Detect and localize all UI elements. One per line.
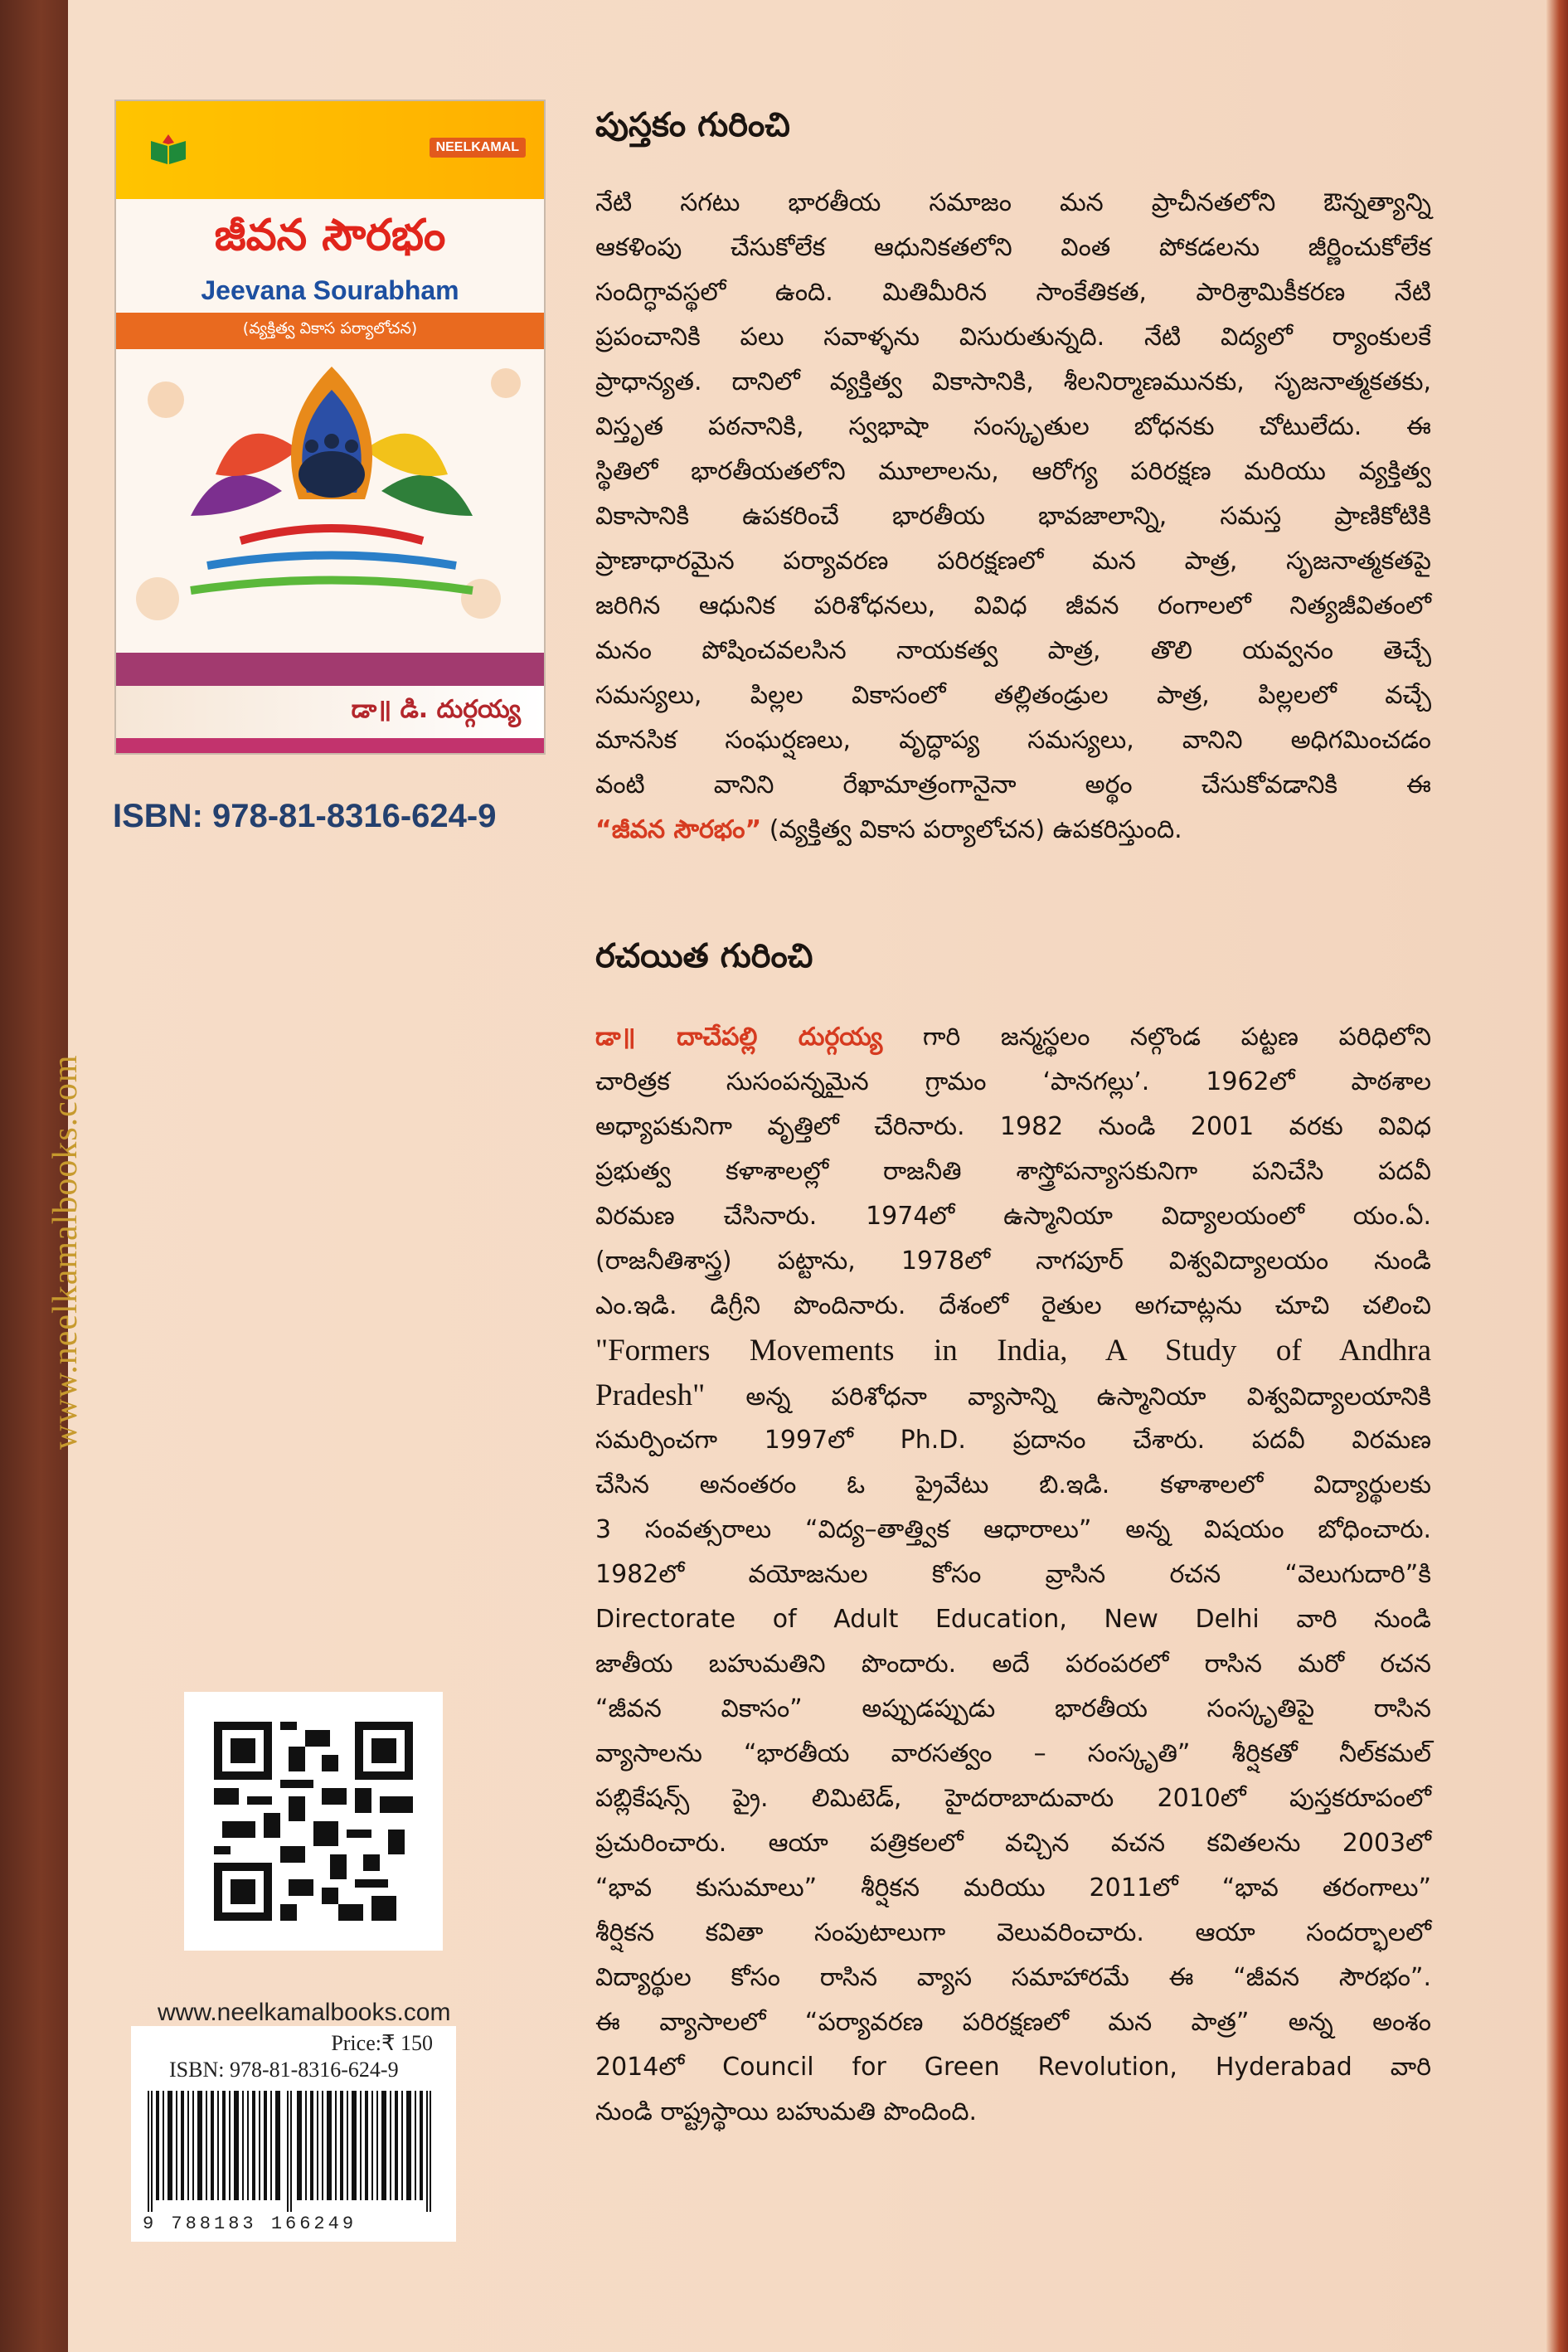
paragraph-line-english: "Formers Movements in India, A Study of Andhra [595,1334,1431,1368]
paragraph-line-rest: (వ్యక్తిత్వ వికాస పర్యాలోచన) ఉపకరిస్తుంది. [761,815,1182,844]
cover-title-english: Jeevana Sourabham [201,275,459,305]
paragraph-line: “భావ కుసుమాలు” శీర్షికన మరియు 2011లో “భావ తరంగాలు” [595,1873,1431,1902]
paragraph-line: జరిగిన ఆధునిక పరిశోధనలు, వివిధ జీవన రంగాలలో నిత్యజీవితంలో [595,591,1431,620]
paragraph-line: 1982లో వయోజనుల కోసం వ్రాసిన రచన “వెలుగుదారి”కి [595,1560,1431,1589]
paragraph-line: ప్రాణాధారమైన పర్యావరణ పరిరక్షణలో మన పాత్ర, సృజనాత్మకతపై [595,547,1431,576]
book-spine [0,0,85,2352]
cover-title-telugu: జీవన సౌరభం [214,211,446,260]
paragraph-line: మానసిక సంఘర్షణలు, వృద్ధాప్య సమస్యలు, వానిని అధిగమించడం [595,726,1431,755]
barcode-sticker [131,2026,456,2242]
cover-bottom-strip [116,738,544,753]
qr-code [184,1692,443,1951]
barcode-icon [148,2091,439,2212]
cover-author: డా॥ డి. దుర్గయ్య [351,695,521,724]
paragraph-line: ప్రభుత్వ కళాశాలల్లో రాజనీతి శాస్త్రోపన్యాసకునిగా పనిచేసి పదవీ [595,1157,1431,1186]
paragraph-line: ఆకళింపు చేసుకోలేక ఆధునికతలోని వింత పోకడలను జీర్ణించుకోలేక [595,233,1431,262]
english-fragment: Pradesh" [595,1378,706,1412]
cover-publisher-label: NEELKAMAL [430,138,526,158]
paragraph-line: Directorate of Adult Education, New Delhi వారి నుండి [595,1605,1431,1634]
book-title-highlight: “జీవన సౌరభం” [595,815,762,844]
paragraph-line: నేటి సగటు భారతీయ సమాజం మన ప్రాచీనతలోని ఔన్నత్యాన్ని [595,188,1431,217]
paragraph-line: ప్రపంచానికి పలు సవాళ్ళను విసురుతున్నది. నేటి విద్యలో ర్యాంకులకే [595,323,1431,352]
cover-color-band [116,653,544,686]
paragraph-line: సమర్పించగా 1997లో Ph.D. ప్రదానం చేశారు. పదవీ విరమణ [595,1426,1431,1455]
author-name-highlight: డా॥ దాచేపల్లి దుర్గయ్య [595,1023,883,1052]
cover-thumbnail [114,100,546,755]
paragraph-line: సమస్యలు, పిల్లల వికాసంలో తల్లితండ్రుల పాత్ర, పిల్లలలో వచ్చే [595,681,1431,710]
paragraph-line: జాతీయ బహుమతిని పొందారు. అదే పరంపరలో రాసిన మరో రచన [595,1650,1431,1679]
paragraph-line-rest: గారి జన్మస్థలం నల్గొండ పట్టణ పరిధిలోని [882,1023,1432,1052]
about-author-section [595,937,1431,984]
price-label: Price:₹ 150 [331,2031,433,2055]
paragraph-line: అధ్యాపకునిగా వృత్తిలో చేరినారు. 1982 నుండి 2001 వరకు వివిధ [595,1112,1431,1141]
paragraph-line: నుండి రాష్ట్రస్థాయి బహుమతి పొందింది. [595,2097,978,2126]
paragraph-line: ఎం.ఇడి. డిగ్రీని పొందినారు. దేశంలో రైతుల అగచాట్లను చూచి చలించి [595,1291,1431,1320]
paragraph-first-line [595,1015,1431,1060]
paragraph-line: (రాజనీతిశాస్త్ర) పట్టాను, 1978లో నాగపూర్ విశ్వవిద్యాలయం నుండి [595,1246,1431,1276]
paragraph-line [595,1373,1431,1420]
spine-website: www.neelkamalbooks.com [46,1054,85,1450]
paragraph-line: 3 సంవత్సరాలు “విద్య–తాత్త్విక ఆధారాలు” అన్న విషయం బోధించారు. [595,1515,1431,1544]
paragraph-line: విస్తృత పఠనానికి, స్వభాషా సంస్కృతుల బోధనకు చోటులేదు. ఈ [595,412,1431,441]
paragraph-line: వ్యాసాలను “భారతీయ వారసత్వం – సంస్కృతి” శీర్షికతో నీల్‌కమల్ [595,1739,1431,1768]
paragraph-line: వికాసానికి ఉపకరించే భారతీయ భావజాలాన్ని, సమస్త ప్రాణికోటికి [595,502,1431,531]
isbn-label: ISBN: 978-81-8316-624-9 [113,798,497,834]
paragraph-line: 2014లో Council for Green Revolution, Hyderabad వారి [595,2053,1431,2082]
paragraph-line: శీర్షికన కవితా సంపుటాలుగా వెలువరించారు. ఆయా సందర్భాలలో [595,1918,1431,1947]
about-book-heading: పుస్తకం గురించి [595,106,790,144]
paragraph-last-line [595,808,1431,853]
qr-code-icon [214,1722,413,1921]
publisher-logo-icon [149,133,187,166]
barcode-website: www.neelkamalbooks.com [158,1999,451,2026]
cover-edge [1546,0,1568,2352]
paragraph-line: చారిత్రక సుసంపన్నమైన గ్రామం ‘పానగల్లు’. 1962లో పాఠశాల [595,1067,1431,1096]
paragraph-line: స్థితిలో భారతీయతలోని మూలాలను, ఆరోగ్య పరిరక్షణ మరియు వ్యక్తిత్వ [595,457,1431,486]
paragraph-line: ప్రాధాన్యత. దానిలో వ్యక్తిత్వ వికాసానికి, శీలనిర్మాణమునకు, సృజనాత్మకతకు, [595,367,1431,396]
paragraph-line-rest: అన్న పరిశోధనా వ్యాసాన్ని ఉస్మానియా విశ్వవిద్యాలయానికి [705,1383,1431,1412]
paragraph-line: పబ్లికేషన్స్ ప్రై. లిమిటెడ్, హైదరాబాదువారు 2010లో పుస్తకరూపంలో [595,1784,1431,1813]
about-author-heading: రచయిత గురించి [595,937,813,975]
paragraph-line: “జీవన వికాసం” అప్పుడప్పుడు భారతీయ సంస్కృతిపై రాసిన [595,1694,1431,1723]
paragraph-line: మనం పోషించవలసిన నాయకత్వ పాత్ర, తొలి యవ్వనం తెచ్చే [595,636,1431,665]
paragraph-line: విద్యార్థుల కోసం రాసిన వ్యాస సమాహారమే ఈ “జీవన సౌరభం”. [595,1963,1431,1992]
barcode-isbn: ISBN: 978-81-8316-624-9 [169,2058,399,2082]
paragraph-line: వంటి వానిని రేఖామాత్రంగానైనా అర్థం చేసుకోవడానికి ఈ [595,770,1431,799]
lotus-illustration [116,350,546,665]
about-book-section [595,106,1431,153]
paragraph-line: చేసిన అనంతరం ఓ ప్రైవేటు బి.ఇడి. కళాశాలలో విద్యార్థులకు [595,1470,1431,1499]
barcode-digits: 9 788183 166249 [143,2214,357,2234]
paragraph-line: ఈ వ్యాసాలలో “పర్యావరణ పరిరక్షణలో మన పాత్ర” అన్న అంశం [595,2008,1431,2037]
paragraph-line: ప్రచురించారు. ఆయా పత్రికలలో వచ్చిన వచన కవితలను 2003లో [595,1829,1431,1858]
paragraph-line: విరమణ చేసినారు. 1974లో ఉస్మానియా విద్యాలయంలో యం.ఏ. [595,1202,1431,1231]
paragraph-line: సందిగ్ధావస్థలో ఉంది. మితిమీరిన సాంకేతికత, పారిశ్రామికీకరణ నేటి [595,278,1431,307]
cover-subtitle: (వ్యక్తిత్వ వికాస పర్యాలోచన) [242,319,418,338]
